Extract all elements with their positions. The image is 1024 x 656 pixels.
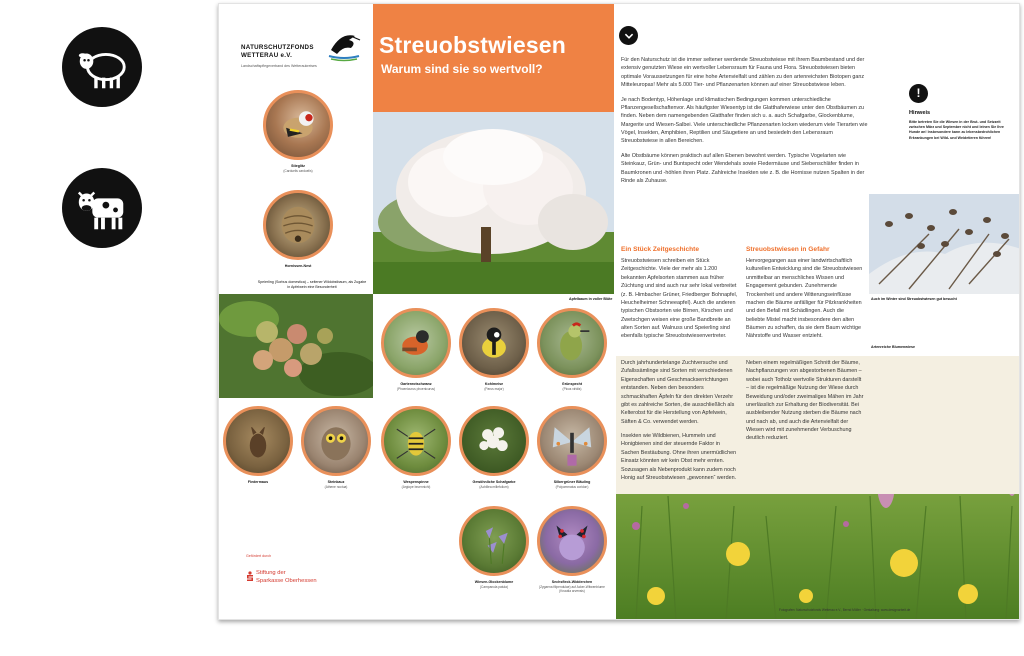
green-woodpecker-caption: Grünspecht (Picus viridis): [561, 382, 583, 391]
page-subtitle: Warum sind sie so wertvoll?: [381, 62, 543, 76]
section-heading-danger: Streuobstwiesen in Gefahr: [746, 246, 830, 253]
exclamation-icon: !: [909, 84, 928, 103]
green-woodpecker-photo: [537, 308, 607, 378]
wasp-spider-photo: [381, 406, 451, 476]
redstart-caption: Gartenrotschwanz (Phoenicurus phoenicurus): [396, 382, 436, 391]
org-name: NATURSCHUTZFONDS WETTERAU e.V.: [241, 44, 314, 59]
bat-photo: [223, 406, 293, 476]
intro-paragraph-1: Für den Naturschutz ist die immer seltener werdende Streuobstwiese mit ihrem Baumbestand und der extensiv genutzten Wiese ein wertvoller Lebensraum für Fauna und Flora. Streuobstwiesen bieten optimale Voraussetzungen für eine hohe Artenvielfalt und zählen zu den artenreichsten Biotopen ganz Mitteleuropas! Mehr als 5.000 Tier- und Pflanzenarten können auf einer Streuobstwiese leben.: [621, 57, 865, 89]
speierling-caption: Speierling (Sorbus domestica) – seltener Wildobstbaum, als Zugabe in Apfelwein eine Besonderheit: [257, 280, 367, 289]
hint-body: Bitte betreten Sie die Wiesen in der Brut- und Setzzeit zwischen März und September nicht und leinen Sie Ihre Hunde an! Insbesondere kann zu lebensbedrohlichen Erkrankungen bei Wild- und Weidetieren führen!: [909, 120, 1004, 140]
sponsor-label: Gefördert durch: [246, 554, 272, 558]
great-tit-photo: [459, 308, 529, 378]
chevron-down-icon: [619, 26, 638, 45]
history-text-1: Streuobstwiesen schreiben ein Stück Zeitgeschichte. Viele der mehr als 1.200 bekannten Apfelsorten stammen aus früher Züchtung und sind auch nur sehr lokal verbreitet (z. B. Himbacher Grüner, Friedberger Bohnapfel, Heuchelheimer Schneeapfel). Auch die anderen typischen Obstsorten wie Birnen, Kirschen und Zwetschgen weisen eine große Bandbreite an alten Sorten auf. Walnuss und Speierling sind ebenfalls typische Streuobstwiesenvertreter.: [621, 258, 738, 340]
little-owl-caption: Steinkauz (Athene noctua): [324, 480, 348, 489]
hornet-nest-caption: Hornissen-Nest: [284, 264, 312, 268]
info-board: [218, 3, 1020, 620]
yarrow-caption: Gewöhnliche Schafgarbe (Achillea millefolium): [472, 480, 516, 489]
bellflower-caption: Wiesen-Glockenblume (Campanula patula): [474, 580, 514, 589]
bellflower-photo: [459, 506, 529, 576]
section-heading-history: Ein Stück Zeitgeschichte: [621, 246, 700, 253]
left-panel: [219, 4, 373, 294]
winter-birds-photo: [869, 194, 1020, 294]
history-paragraph-2: Durch jahrhundertelange Zuchtversuche und Zufallssämlinge sind Sorten mit verschiedenen Eigenschaften und Geschmackserrichtungen entstanden. Neben den besonders schmackhaften Äpfeln für den direkten Verzehr gibt es zahlreiche Sorten, die ausschließlich als Kelterobst für die Herstellung von Apfelwein, Säften & Co. verwendet werden.: [621, 360, 735, 425]
cow-icon: [62, 168, 142, 248]
history-paragraph-3: Insekten wie Wildbienen, Hummeln und Honigbienen sind der steuernde Faktor in Sachen Bestäubung. Ohne ihren unermüdlichen Einsatz könnten wir kein Obst mehr ernten. Sozusagen als Nebenprodukt kann zudem noch Honig auf Streuobstwiesen „gewonnen“ werden.: [621, 433, 737, 481]
goldfinch-caption: Stieglitz (Carduelis carduelis): [283, 164, 313, 173]
wasp-spider-caption: Wespenspinne (Argiope bruennichi): [401, 480, 431, 489]
danger-text-2: Neben einem regelmäßigen Schnitt der Bäume, Nachpflanzungen von abgestorbenen Bäumen – wobei auch Totholz wertvolle Strukturen darstellt – ist die regelmäßige Nutzung der Wiese durch Beweidung und/oder zweimaliges Mähen im Jahr unerlässlich zur Erhaltung der Biodiversität. Bei ausbleibender Nutzung sterben die Bäume nach und nach ab, und auch die Artenvielfalt der Wiesen wird mit zunehmender Verbuschung deutlich reduziert.: [746, 360, 864, 442]
great-tit-caption: Kohlmeise (Parus major): [484, 382, 504, 391]
sponsor-name: Stiftung der Sparkasse Oberhessen: [256, 570, 317, 584]
birds-caption: Auch im Winter sind Streuobstwiesen gut besucht: [871, 297, 957, 301]
burnet-moth-caption: Sechsfleck-Widderchen (Zygaena filipendulae) auf Acker-Witwenblume (Knautia arvensis): [539, 580, 605, 593]
blue-butterfly-caption: Silbergrüner Bläuling (Polyommatus coridon): [553, 480, 591, 489]
history-text-2: [621, 359, 739, 488]
speierling-fruit-photo: [219, 294, 373, 398]
blue-butterfly-photo: [537, 406, 607, 476]
burnet-moth-photo: [537, 506, 607, 576]
title-panel: [373, 4, 614, 112]
org-subtitle: Landschaftspflegeverband des Wetteraukreises: [241, 64, 317, 68]
redstart-photo: [381, 308, 451, 378]
goldfinch-photo: [263, 90, 333, 160]
intro-paragraph-2: Je nach Bodentyp, Höhenlage und klimatischen Bedingungen kommen unterschiedliche Pflanzengesellschaftenvor. Als häufigster Wiesentyp ist die Glatthaferwiese unter den Obstbäumen zu finden. Neben dem namengebenden Glatthafer finden sich u. a. auch Schafgarbe, Glockenblume, Margerite und Wiesen-Salbei. Viele unterschiedliche Pflanzenarten locken wiederum viele Tierarten wie Vögel, Insekten, Amphibien, Reptilien und Säugetiere an und besiedeln den Lebensraum Streuobstwiese in allen Bereichen.: [621, 96, 868, 145]
hornet-nest-photo: [263, 190, 333, 260]
intro-text: [621, 56, 869, 191]
footer-credit: Fotografen: Naturschutzfonds Wetterau e.V., Bernd Möller · Gestaltung: www.designarbeit.de: [779, 608, 911, 612]
page-title: Streuobstwiesen: [379, 32, 567, 58]
little-owl-photo: [301, 406, 371, 476]
sparkasse-logo-icon: [246, 571, 254, 581]
tree-caption: Apfelbaum in voller Blüte: [569, 297, 613, 301]
yarrow-photo: [459, 406, 529, 476]
stork-logo-icon: [327, 28, 361, 62]
hint-heading: Hinweis: [909, 110, 931, 116]
bat-caption: Fledermaus: [247, 480, 269, 484]
apple-tree-photo: [373, 112, 614, 294]
danger-text-1: Hervorgegangen aus einer landwirtschaftlich kulturellen Entwicklung sind die Streuobstwiesen unmittelbar an menschliches Wissen und Engagement gebunden. Zunehmende Trockenheit und andere Witterungseinflüsse machen die Bäume anfälliger für Pilzkrankheiten und den Befall mit Schädlingen. Auch die beliebte Mistel macht insbesondere den alten Bäumen zu schaffen, da sie dem Baum wichtige Nährstoffe und Wasser entzieht.: [746, 258, 863, 340]
sheep-icon: [62, 27, 142, 107]
intro-paragraph-3: Alte Obstbäume können praktisch auf allen Ebenen bewohnt werden. Typische Vogelarten wie Steinkauz, Grün- und Buntspecht oder Wendehals sowie Fledermäuse und Siebenschläfer finden in Baumkronen und -höhlen ihren Platz. Zahlreiche Insekten wie z. B. die Hornisse nutzen Spalten in der Rinde als Zuhause.: [621, 152, 865, 184]
meadow-caption: Artenreiche Blumenwiese: [871, 345, 915, 349]
